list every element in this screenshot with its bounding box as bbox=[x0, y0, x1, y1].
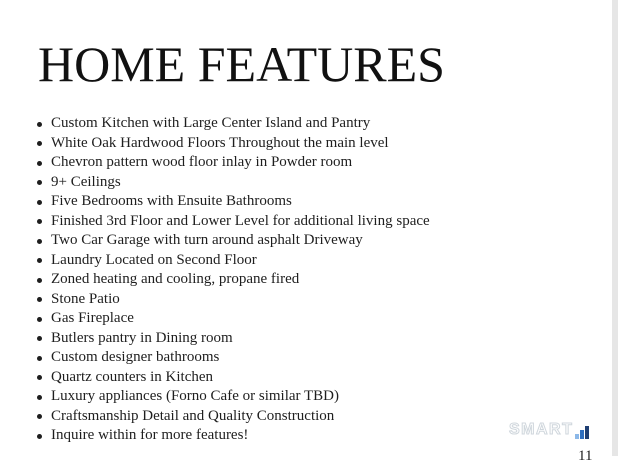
bullet-icon bbox=[37, 375, 42, 380]
feature-item bbox=[35, 212, 595, 232]
feature-item bbox=[35, 173, 595, 193]
feature-item bbox=[35, 290, 595, 310]
smart-logo bbox=[509, 421, 589, 439]
feature-text: Two Car Garage with turn around asphalt Driveway bbox=[51, 232, 363, 248]
feature-item bbox=[35, 270, 595, 290]
feature-text: Chevron pattern wood floor inlay in Powder room bbox=[51, 154, 353, 170]
bullet-icon bbox=[37, 297, 42, 302]
feature-item bbox=[35, 368, 595, 388]
feature-text: Quartz counters in Kitchen bbox=[51, 368, 214, 385]
bullet-icon bbox=[37, 200, 42, 205]
feature-item bbox=[35, 309, 595, 329]
bullet-icon bbox=[37, 414, 42, 419]
feature-text: Custom designer bathrooms bbox=[51, 349, 220, 365]
feature-item bbox=[35, 231, 595, 251]
feature-text: Custom Kitchen with Large Center Island and Pantry bbox=[51, 115, 371, 131]
bar-chart-icon bbox=[575, 425, 589, 439]
feature-text: Stone Patio bbox=[51, 290, 120, 307]
feature-text: Five Bedrooms with Ensuite Bathrooms bbox=[51, 193, 292, 209]
feature-text: White Oak Hardwood Floors Throughout the main level bbox=[51, 134, 389, 151]
feature-text: Gas Fireplace bbox=[51, 310, 134, 326]
feature-item bbox=[35, 251, 595, 271]
feature-item bbox=[35, 329, 595, 349]
bullet-icon bbox=[37, 336, 42, 341]
bullet-icon bbox=[37, 239, 42, 244]
feature-item bbox=[35, 134, 595, 154]
feature-text: Zoned heating and cooling, propane fired bbox=[51, 271, 300, 287]
bullet-icon bbox=[37, 219, 42, 224]
feature-text: Butlers pantry in Dining room bbox=[51, 329, 233, 346]
bullet-icon bbox=[37, 122, 42, 127]
bullet-icon bbox=[37, 278, 42, 283]
bullet-icon bbox=[37, 356, 42, 361]
bullet-icon bbox=[37, 141, 42, 146]
bullet-icon bbox=[37, 258, 42, 263]
bullet-icon bbox=[37, 395, 42, 400]
feature-text: Finished 3rd Floor and Lower Level for additional living space bbox=[51, 212, 430, 229]
page-number: 11 bbox=[578, 448, 593, 464]
feature-item bbox=[35, 387, 595, 407]
bullet-icon bbox=[37, 180, 42, 185]
feature-item bbox=[35, 114, 595, 134]
feature-item bbox=[35, 153, 595, 173]
feature-item bbox=[35, 348, 595, 368]
bullet-icon bbox=[37, 434, 42, 439]
feature-item bbox=[35, 192, 595, 212]
page-edge-divider bbox=[612, 0, 618, 456]
feature-text: Laundry Located on Second Floor bbox=[51, 251, 257, 268]
feature-text: Luxury appliances (Forno Cafe or similar TBD) bbox=[51, 388, 339, 404]
logo-bar-dark bbox=[585, 426, 589, 439]
feature-text: 9+ Ceilings bbox=[51, 173, 121, 190]
bullet-icon bbox=[37, 161, 42, 166]
features-list bbox=[35, 114, 595, 446]
feature-text: Craftsmanship Detail and Quality Construction bbox=[51, 407, 335, 424]
page-title: HOME FEATURES bbox=[38, 36, 445, 92]
logo-bar-light bbox=[575, 434, 579, 439]
logo-text: SMART bbox=[509, 421, 574, 438]
bullet-icon bbox=[37, 317, 42, 322]
feature-text: Inquire within for more features! bbox=[51, 427, 249, 443]
logo-bar-mid bbox=[580, 430, 584, 439]
